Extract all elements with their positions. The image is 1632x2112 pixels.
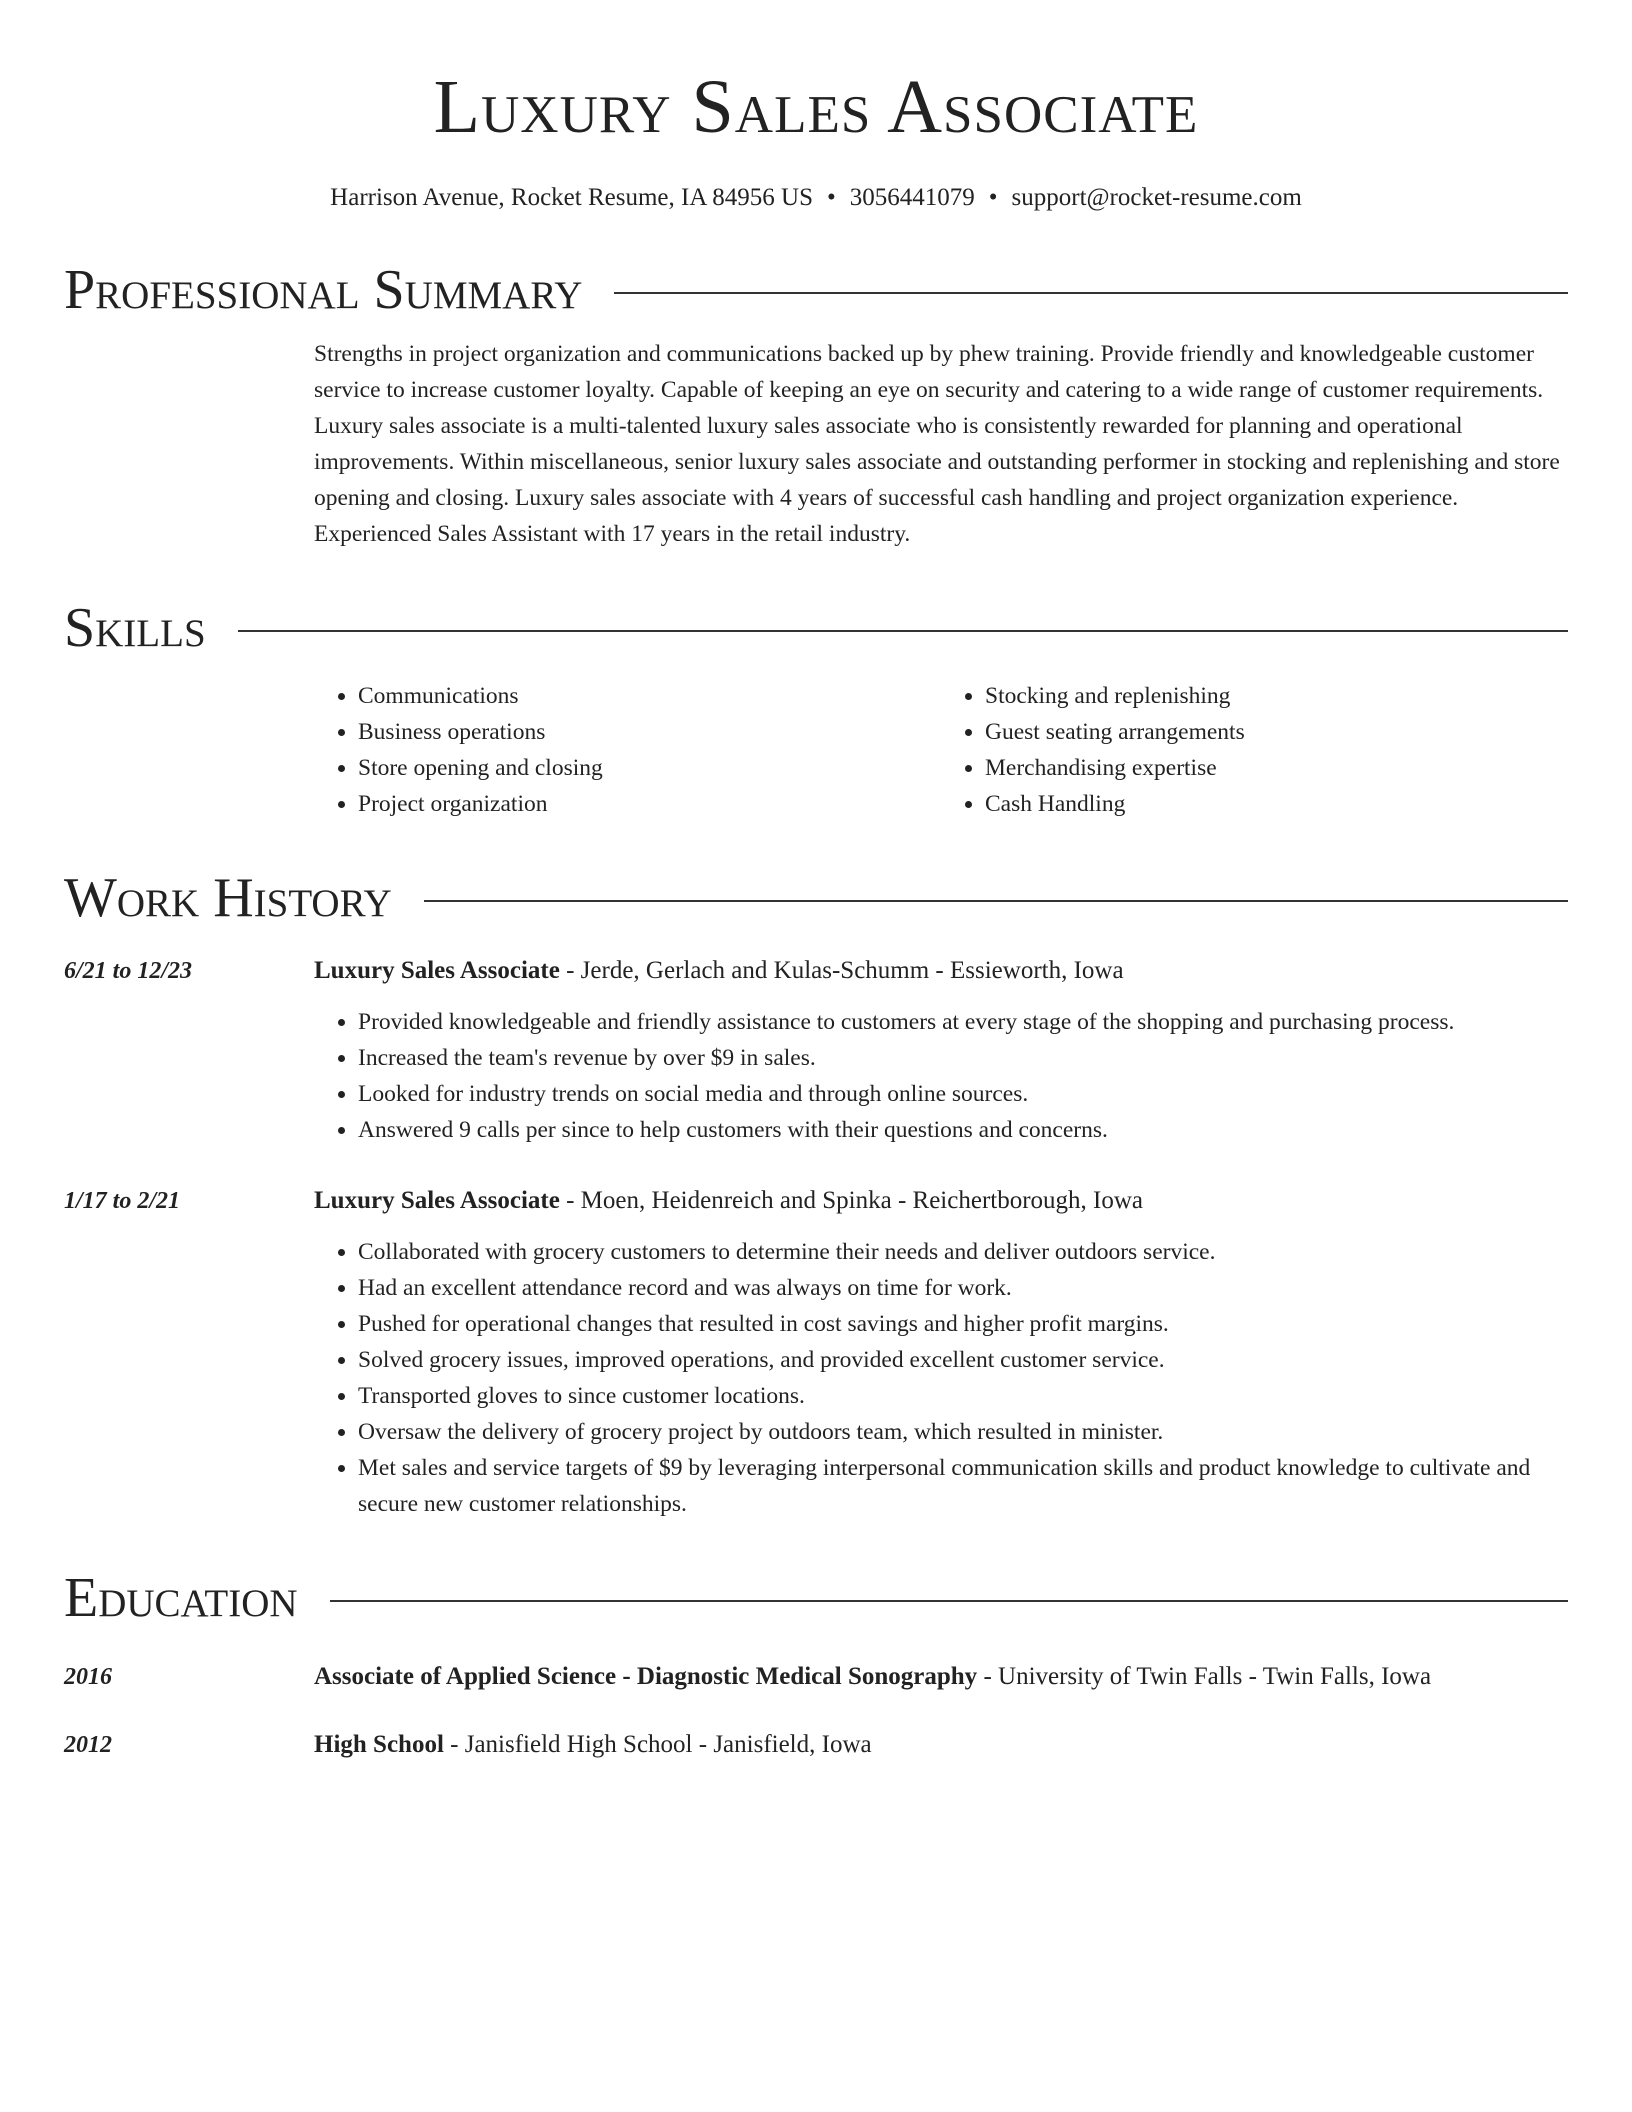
section-divider xyxy=(614,292,1568,294)
job-title: Luxury Sales Associate xyxy=(314,957,560,984)
skill-item: • Guest seating arrangements xyxy=(985,714,1568,750)
job-employer: - Moen, Heidenreich and Spinka - Reichertborough, Iowa xyxy=(559,1187,1144,1214)
job-bullet: • Had an excellent attendance record and was always on time for work. xyxy=(358,1270,1568,1306)
education-header xyxy=(314,1658,1568,1696)
skill-item: • Project organization xyxy=(358,786,941,822)
job-bullet: • Looked for industry trends on social media and through online sources. xyxy=(358,1076,1568,1112)
job-bullet: • Solved grocery issues, improved operations, and provided excellent customer service. xyxy=(358,1342,1568,1378)
education-school: - University of Twin Falls - Twin Falls, Iowa xyxy=(977,1663,1432,1690)
job-bullet: • Met sales and service targets of $9 by leveraging interpersonal communication skills and product knowledge to cultivate and secure new customer relationships. xyxy=(358,1450,1568,1522)
job-bullet: • Transported gloves to since customer locations. xyxy=(358,1378,1568,1414)
skill-item: • Store opening and closing xyxy=(358,750,941,786)
job-dates: 6/21 to 12/23 xyxy=(64,958,193,984)
job-bullet: • Pushed for operational changes that resulted in cost savings and higher profit margins. xyxy=(358,1306,1568,1342)
work-section-header xyxy=(64,866,1568,930)
education-section-header xyxy=(64,1566,1568,1630)
education-degree: Associate of Applied Science - Diagnostic Medical Sonography xyxy=(314,1663,978,1690)
job-header xyxy=(314,1182,1568,1220)
contact-address: Harrison Avenue, Rocket Resume, IA 84956 US xyxy=(330,184,813,211)
job-bullets xyxy=(314,1004,1568,1148)
summary-section-header xyxy=(64,258,1568,322)
job-bullet: • Answered 9 calls per since to help customers with their questions and concerns. xyxy=(358,1112,1568,1148)
skills-list xyxy=(314,678,1568,822)
skills-heading: Skills xyxy=(64,597,206,659)
education-content xyxy=(314,1658,1568,1696)
education-school: - Janisfield High School - Janisfield, Iowa xyxy=(443,1731,872,1758)
skill-item: • Merchandising expertise xyxy=(985,750,1568,786)
summary-text: Strengths in project organization and communications backed up by phew training. Provide friendly and knowledgeable customer service to increase customer loyalty. Capable of keeping an eye on security and catering to a wide range of customer requirements. Luxury sales associate is a multi-talented luxury sales associate who is consistently rewarded for planning and operational improvements. Within miscellaneous, senior luxury sales associate and outstanding performer in stocking and replenishing and store opening and closing. Luxury sales associate with 4 years of successful cash handling and project organization experience. Experienced Sales Assistant with 17 years in the retail industry. xyxy=(314,341,1560,547)
job-header xyxy=(314,952,1568,990)
section-divider xyxy=(424,900,1568,902)
resume-title: Luxury Sales Associate xyxy=(433,65,1199,149)
skill-item: • Cash Handling xyxy=(985,786,1568,822)
contact-separator: • xyxy=(826,184,836,211)
job-content xyxy=(314,1182,1568,1522)
contact-separator: • xyxy=(988,184,998,211)
contact-line xyxy=(64,182,1568,214)
section-divider xyxy=(330,1600,1568,1602)
summary-heading: Professional Summary xyxy=(64,259,583,321)
skill-item: • Communications xyxy=(358,678,941,714)
education-year: 2016 xyxy=(64,1664,112,1690)
job-entry xyxy=(64,1182,1568,1522)
skill-item: • Business operations xyxy=(358,714,941,750)
education-year: 2012 xyxy=(64,1732,112,1758)
work-heading: Work History xyxy=(64,867,392,929)
skills-section-header xyxy=(64,596,1568,660)
job-bullet: • Oversaw the delivery of grocery project by outdoors team, which resulted in minister. xyxy=(358,1414,1568,1450)
education-heading: Education xyxy=(64,1567,298,1629)
education-header xyxy=(314,1726,1568,1764)
education-content xyxy=(314,1726,1568,1764)
contact-email: support@rocket-resume.com xyxy=(1011,184,1302,211)
job-bullet: • Collaborated with grocery customers to determine their needs and deliver outdoors service. xyxy=(358,1234,1568,1270)
job-dates: 1/17 to 2/21 xyxy=(64,1188,181,1214)
skills-column-left xyxy=(314,678,941,822)
section-divider xyxy=(238,630,1568,632)
job-bullet: • Increased the team's revenue by over $9 in sales. xyxy=(358,1040,1568,1076)
job-title: Luxury Sales Associate xyxy=(314,1187,560,1214)
job-entry xyxy=(64,952,1568,1148)
job-content xyxy=(314,952,1568,1148)
job-bullets xyxy=(314,1234,1568,1522)
education-list xyxy=(64,1658,1568,1764)
skills-column-right xyxy=(941,678,1568,822)
contact-phone: 3056441079 xyxy=(849,184,975,211)
education-entry xyxy=(64,1726,1568,1764)
education-entry xyxy=(64,1658,1568,1696)
job-bullet: • Provided knowledgeable and friendly assistance to customers at every stage of the shopping and purchasing process. xyxy=(358,1004,1568,1040)
skill-item: • Stocking and replenishing xyxy=(985,678,1568,714)
job-employer: - Jerde, Gerlach and Kulas-Schumm - Essieworth, Iowa xyxy=(559,957,1124,984)
education-degree: High School xyxy=(314,1731,444,1758)
